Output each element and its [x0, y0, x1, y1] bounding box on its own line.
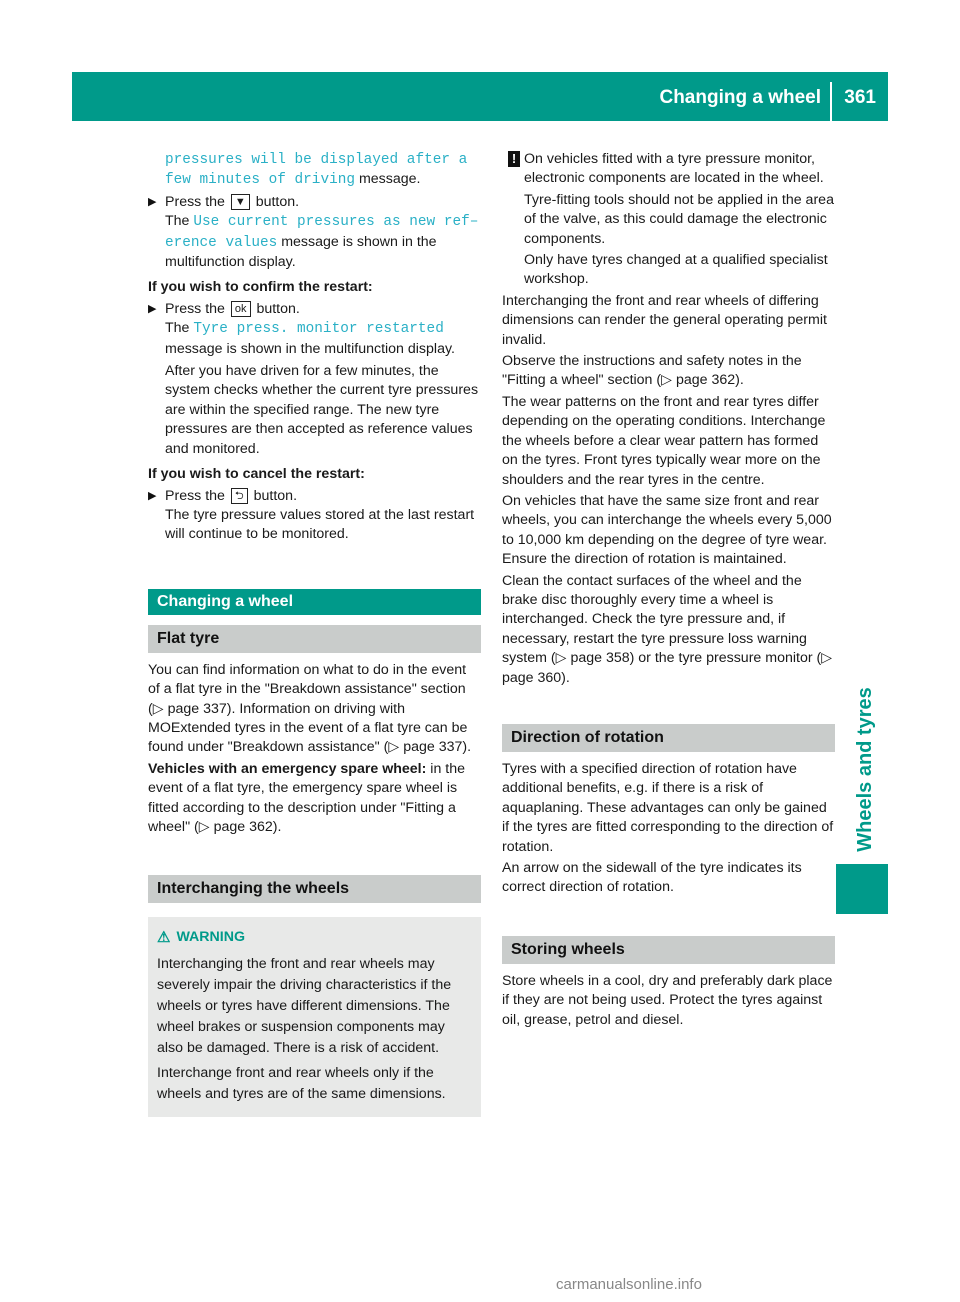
- left-column: [148, 150, 481, 1117]
- note-block: [502, 150, 835, 290]
- body-text: After you have driven for a few minutes, the system checks whether the current tyre pressures are within the specified range. The new tyre pressures are then accepted as reference values and monitored.: [165, 363, 479, 457]
- warning-text: Interchange front and rear wheels only if the wheels and tyres are of the same dimensions.: [157, 1064, 446, 1102]
- arrow-icon: ▶: [148, 489, 157, 502]
- subheading: If you wish to cancel the restart:: [148, 466, 365, 483]
- arrow-icon: ▶: [148, 302, 157, 315]
- warning-box: [148, 917, 481, 1116]
- ok-key-icon: ok: [231, 301, 251, 317]
- subsection-heading: Flat tyre: [148, 625, 481, 653]
- section-heading: Changing a wheel: [148, 589, 481, 615]
- instruction-step: ▶ Press the ▼ button. The Use current pressures as new ref– erence values message is shown in the multifunction display.: [148, 193, 479, 271]
- instruction-step: ▶ Press the ok button. The Tyre press. monitor restarted message is shown in the multifunction display. After you have driven for a few minutes, the system checks whether the current tyre pressures are within the specified range. The new tyre pressures are then accepted as reference values and monitored.: [148, 300, 481, 459]
- body-text: You can find information on what to do in the event of a flat tyre in the "Breakdown assistance" section (▷ page 337). Information on driving with MOExtended tyres in the event of a flat tyre can be found under "Breakdown assistance" (▷ page 337).: [148, 661, 472, 756]
- body-text: Clean the contact surfaces of the wheel and the brake disc thoroughly every time a wheel is interchanged. Check the tyre pressure and, if necessary, restart the tyre pressure loss warning system (▷ page 358) or the tyre pressure monitor (▷ page 360).: [502, 572, 833, 686]
- body-text: Vehicles with an emergency spare wheel: in the event of a flat tyre, the emergency spare wheel is fitted according to the description under "Fitting a wheel" (▷ page 362).: [148, 760, 466, 835]
- body-text: An arrow on the sidewall of the tyre indicates its correct direction of rotation.: [502, 860, 802, 896]
- subheading: If you wish to confirm the restart:: [148, 279, 373, 296]
- note-text: Tyre-fitting tools should not be applied in the area of the valve, as this could damage the electronic components.: [524, 191, 834, 247]
- subsection-heading: Interchanging the wheels: [148, 875, 481, 903]
- side-tab-label: Wheels and tyres: [853, 686, 876, 852]
- note-text: Only have tyres changed at a qualified specialist workshop.: [524, 252, 828, 288]
- body-text: Tyres with a specified direction of rotation have additional benefits, e.g. if there is a risk of aquaplaning. These advantages can only be gained if the tyres are fitted corresponding to the direction of rotation.: [502, 760, 834, 855]
- watermark: carmanualsonline.info: [556, 1276, 702, 1293]
- warning-triangle-icon: ⚠: [157, 929, 171, 947]
- body-text: On vehicles that have the same size front and rear wheels, you can interchange the wheels every 5,000 to 10,000 km depending on the degree of tyre wear. Ensure the direction of rotation is maintained.: [502, 492, 832, 568]
- display-message: Use current pressures as new ref–: [193, 214, 479, 231]
- right-column: [502, 150, 835, 1032]
- body-text: Interchanging the front and rear wheels of differing dimensions can render the general operating permit invalid.: [502, 292, 827, 348]
- body-text: Observe the instructions and safety notes in the "Fitting a wheel" section (▷ page 362).: [502, 353, 802, 389]
- restart-message-paragraph: pressures will be displayed after a few minutes of driving message.: [165, 152, 468, 189]
- down-key-icon: ▼: [231, 194, 250, 210]
- display-message: erence values: [165, 234, 278, 251]
- note-text: On vehicles fitted with a tyre pressure monitor, electronic components are located in the wheel.: [524, 151, 824, 187]
- warning-header: [157, 928, 472, 947]
- body-text: Store wheels in a cool, dry and preferably dark place if they are not being used. Protect the tyres against oil, grease, petrol and diesel.: [502, 972, 833, 1028]
- instruction-step: ▶ Press the ⮌ button. The tyre pressure values stored at the last restart will continue to be monitored.: [148, 487, 475, 543]
- warning-text: Interchanging the front and rear wheels may severely impair the driving characteristics if the wheels or tyres have different dimensions. The wheel brakes or suspension components may also be damaged. There is a risk of accident.: [157, 955, 452, 1056]
- exclamation-icon: !: [508, 151, 520, 167]
- body-text: The wear patterns on the front and rear tyres differ depending on the operating conditions. Interchange the wheels before a clear wear pattern has formed on the tyres. Front tyres typically wear more on the shoulders and the rear tyres in the centre.: [502, 393, 826, 488]
- warning-label: WARNING: [176, 929, 246, 946]
- page-number: 361: [844, 87, 876, 108]
- header-divider: [830, 82, 832, 121]
- display-message: pressures will be displayed after a: [165, 152, 468, 168]
- side-tab: [845, 634, 885, 904]
- subsection-heading: Direction of rotation: [502, 724, 835, 752]
- page-header: [72, 72, 888, 121]
- arrow-icon: ▶: [148, 195, 157, 208]
- display-message: Tyre press. monitor restarted: [193, 321, 444, 338]
- subsection-heading: Storing wheels: [502, 936, 835, 964]
- header-title: Changing a wheel: [659, 87, 821, 108]
- back-key-icon: ⮌: [231, 488, 248, 504]
- display-message: few minutes of driving: [165, 172, 355, 189]
